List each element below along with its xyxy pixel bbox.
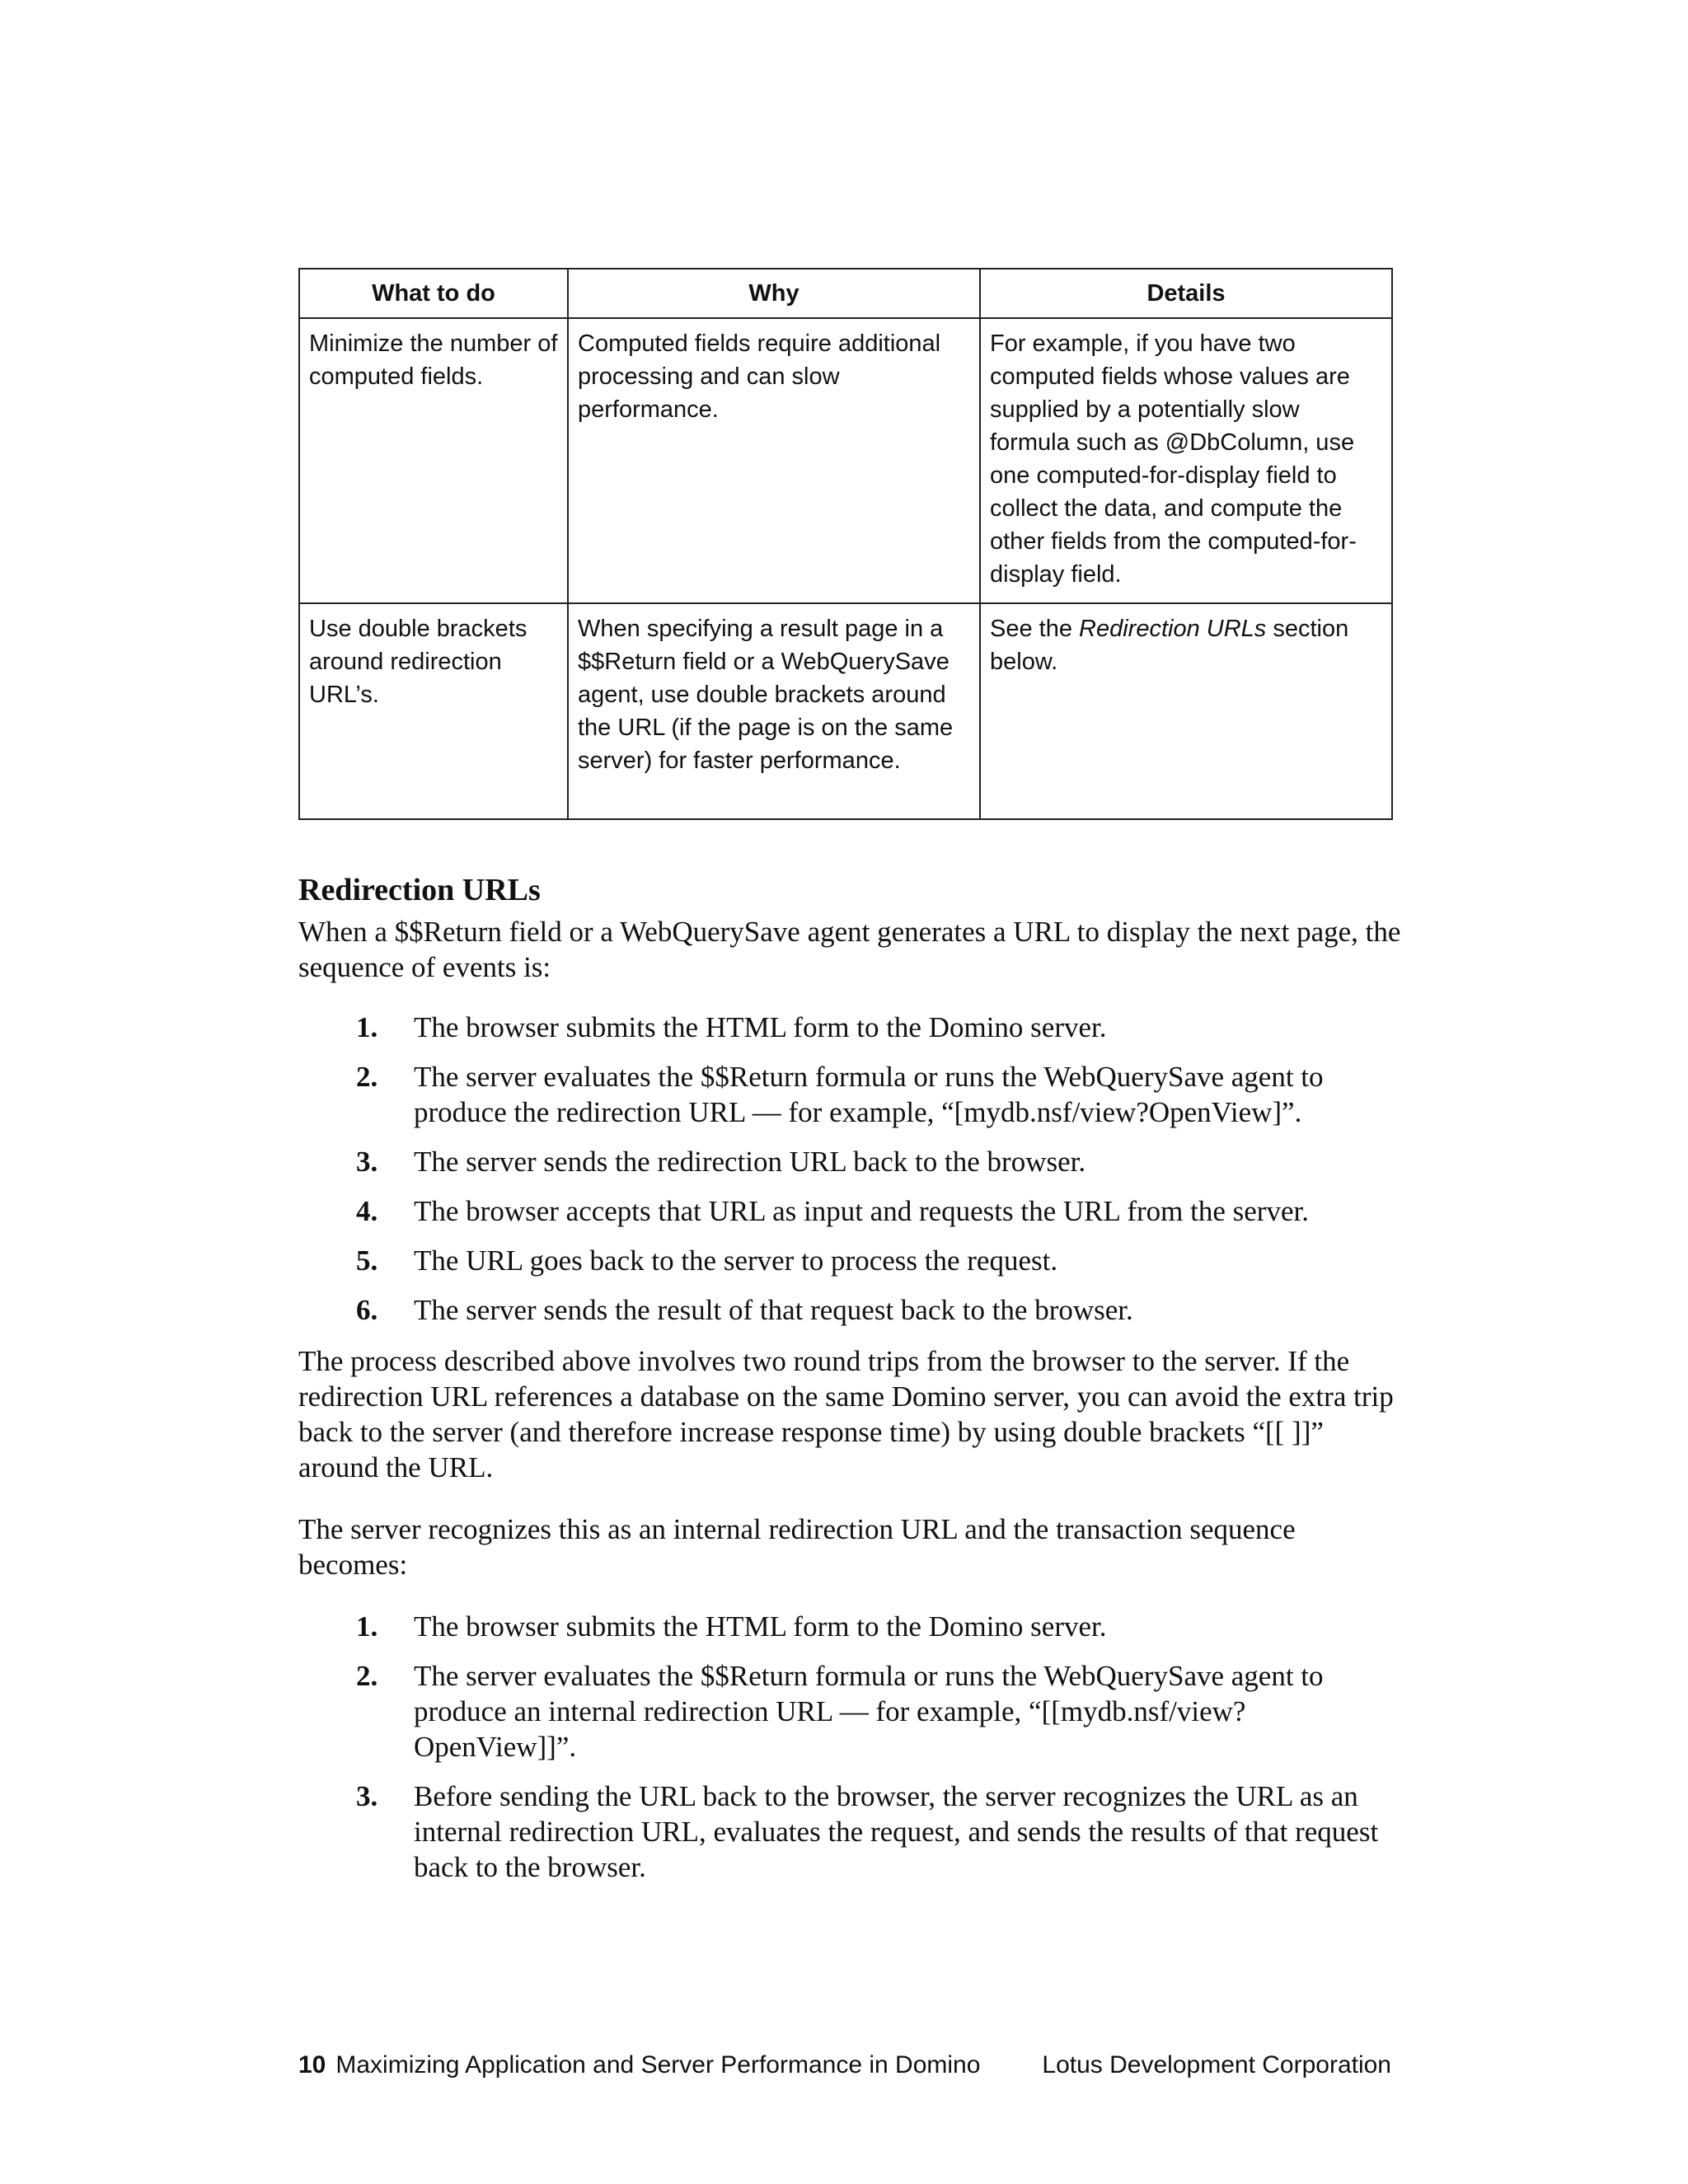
table-row bbox=[299, 603, 1392, 819]
table-header-row bbox=[299, 269, 1392, 318]
company-name: Lotus Development Corporation bbox=[1042, 2051, 1391, 2079]
column-header-what-to-do: What to do bbox=[299, 269, 568, 318]
document-title: Maximizing Application and Server Performance in Domino bbox=[335, 2051, 981, 2079]
page-footer bbox=[298, 2049, 1391, 2082]
performance-tips-table bbox=[298, 268, 1393, 820]
step-text: The server sends the result of that request back to the browser. bbox=[414, 1294, 1133, 1326]
details-text-pre: See the bbox=[990, 616, 1080, 642]
step-number: 6. bbox=[356, 1294, 378, 1326]
step-number: 2. bbox=[356, 1660, 378, 1692]
list-item bbox=[298, 1059, 1403, 1130]
step-text: The server evaluates the $$Return formula or runs the WebQuerySave agent to produce an internal redirection URL — for example, “[[mydb.nsf/view?OpenView]]”. bbox=[414, 1660, 1324, 1763]
step-number: 3. bbox=[356, 1146, 378, 1178]
round-trips-paragraph: The process described above involves two round trips from the browser to the server. If the redirection URL references a database on the same Domino server, you can avoid the extra trip back to the server (and therefore increase response time) by using double brackets “[[ ]]” around the URL. bbox=[298, 1345, 1394, 1483]
list-item bbox=[298, 1193, 1403, 1229]
details-section-reference: Redirection URLs bbox=[1079, 616, 1267, 642]
cell-why: Computed fields require additional processing and can slow performance. bbox=[568, 318, 980, 603]
step-number: 3. bbox=[356, 1780, 378, 1812]
list-item bbox=[298, 1292, 1403, 1328]
step-text: The browser accepts that URL as input and requests the URL from the server. bbox=[414, 1195, 1309, 1227]
internal-redirection-paragraph: The server recognizes this as an internal redirection URL and the transaction sequence becomes: bbox=[298, 1513, 1296, 1581]
column-header-why: Why bbox=[568, 269, 980, 318]
list-item bbox=[298, 1609, 1403, 1644]
step-number: 1. bbox=[356, 1610, 378, 1643]
cell-details bbox=[980, 603, 1392, 819]
step-number: 1. bbox=[356, 1011, 378, 1043]
step-text: The server evaluates the $$Return formula or runs the WebQuerySave agent to produce the redirection URL — for example, “[mydb.nsf/view?OpenView]”. bbox=[414, 1061, 1324, 1128]
list-item bbox=[298, 1658, 1403, 1765]
step-text: Before sending the URL back to the browser, the server recognizes the URL as an internal redirection URL, evaluates the request, and sends the results of that request back to the browser. bbox=[414, 1780, 1379, 1883]
step-number: 5. bbox=[356, 1244, 378, 1277]
column-header-details: Details bbox=[980, 269, 1392, 318]
cell-what-to-do: Minimize the number of computed fields. bbox=[299, 318, 568, 603]
step-text: The server sends the redirection URL back to the browser. bbox=[414, 1146, 1086, 1178]
redirection-steps-list bbox=[298, 1010, 1403, 1342]
internal-redirection-steps-list bbox=[298, 1609, 1403, 1899]
details-text-post: section below. bbox=[990, 616, 1349, 675]
cell-what-to-do: Use double brackets around redirection URL’s. bbox=[299, 603, 568, 819]
list-item bbox=[298, 1243, 1403, 1278]
list-item bbox=[298, 1779, 1403, 1885]
cell-details: For example, if you have two computed fields whose values are supplied by a potentially slow formula such as @DbColumn, use one computed-for-display field to collect the data, and compute the other fields from the computed-for-display field. bbox=[980, 318, 1392, 603]
step-text: The URL goes back to the server to process the request. bbox=[414, 1244, 1058, 1277]
cell-why: When specifying a result page in a $$Return field or a WebQuerySave agent, use double brackets around the URL (if the page is on the same server) for faster performance. bbox=[568, 603, 980, 819]
step-text: The browser submits the HTML form to the Domino server. bbox=[414, 1610, 1107, 1643]
list-item bbox=[298, 1010, 1403, 1045]
section-heading: Redirection URLs bbox=[298, 873, 541, 907]
table-row bbox=[299, 318, 1392, 603]
list-item bbox=[298, 1144, 1403, 1179]
step-text: The browser submits the HTML form to the Domino server. bbox=[414, 1011, 1107, 1043]
step-number: 4. bbox=[356, 1195, 378, 1227]
intro-paragraph: When a $$Return field or a WebQuerySave agent generates a URL to display the next page, the sequence of events is: bbox=[298, 916, 1401, 983]
page-number: 10 bbox=[298, 2051, 326, 2079]
step-number: 2. bbox=[356, 1061, 378, 1093]
